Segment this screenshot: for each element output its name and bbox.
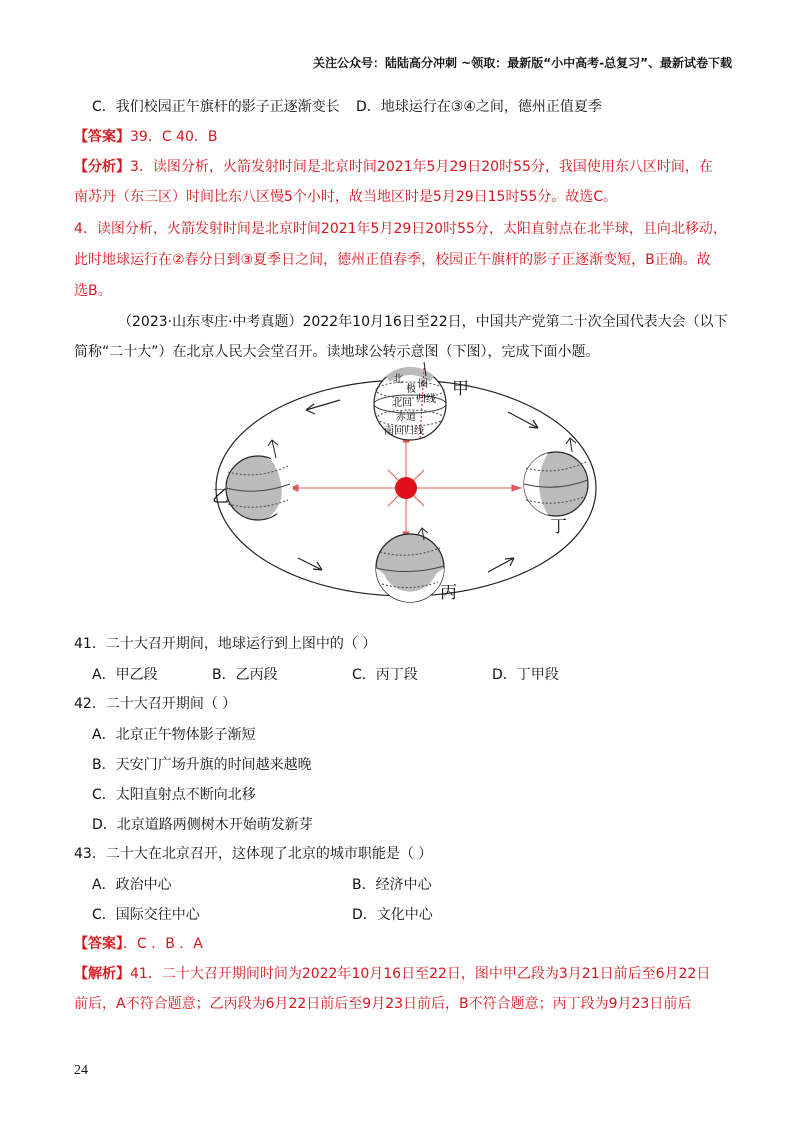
answer-text: 39．C 40．B [130,129,218,145]
q43-option-c: C．国际交往中心 [92,907,200,923]
answer-label-2: 【答案】 [74,936,123,952]
label-bing: 丙 [440,583,457,603]
globe-ding [524,438,588,516]
q41-option-c: C．丙丁段 [352,667,418,683]
globe-jia [374,362,446,440]
answer-label: 【答案】 [74,129,130,145]
globe-label-tropic-n2: 归线 [416,394,436,405]
prev-option-d: D．地球运行在③④之间，德州正值夏季 [356,99,602,115]
globe-label-circle: 圈 [418,379,428,390]
globe-yi [226,440,293,520]
q43-stem: 43．二十大在北京召开，这体现了北京的城市职能是（ ） [74,846,433,862]
label-jia: 甲 [452,379,469,399]
sun [395,477,417,499]
q42-option-c: C．太阳直射点不断向北移 [92,787,256,803]
label-ding: 丁 [550,517,567,537]
q42-stem: 42．二十大召开期间（ ） [74,696,237,712]
label-yi: 乙 [212,487,229,507]
analysis-label-2: 【解析】 [74,966,130,982]
prev-option-c: C．我们校园正午旗杆的影子正逐渐变长 [92,99,340,115]
globe-label-tropic-s: 南回归线 [384,426,424,437]
answer-block-2 [74,934,203,954]
q42-option-b: B．天安门广场升旗的时间越来越晚 [92,757,312,773]
intro-line-1: （2023·山东枣庄·中考真题）2022年10月16日至22日，中国共产党第二十次全国代表大会（以下 [118,314,728,330]
analysis-4-line-3: 选B。 [74,283,112,299]
globe-label-polar: 极 [406,384,416,395]
page-number: 24 [74,1063,88,1078]
answer-text-2: ．C ．B ．A [123,936,203,952]
analysis-41-line-2: 前后，A不符合题意；乙丙段为6月22日前后至9月23日前后，B不符合题意；丙丁段为9月23日前后 [74,996,692,1012]
q41-option-d: D．丁甲段 [492,667,559,683]
q41-stem: 41．二十大召开期间，地球运行到上图中的（ ） [74,636,377,652]
page-header: 关注公众号：陆陆高分冲刺 ~领取：最新版“小中高考-总复习”、最新试卷下载 [313,56,732,70]
q43-option-b: B．经济中心 [352,877,432,893]
q43-option-d: D．文化中心 [352,907,433,923]
q41-option-b: B．乙丙段 [212,667,278,683]
analysis-text-2: 41．二十大召开期间时间为2022年10月16日至22日，图中甲乙段为3月21日前后至6月22日 [130,966,711,982]
globe-label-equator: 赤道 [396,412,416,423]
analysis-text: 3．读图分析，火箭发射时间是北京时间2021年5月29日20时55分，我国使用东八区时间，在 [130,159,713,175]
q41-option-a: A．甲乙段 [92,667,158,683]
globe-label-tropic-n1: 北回 [392,398,412,409]
globe-label-north: 北 [393,374,403,385]
q43-option-a: A．政治中心 [92,877,172,893]
globe-bing [376,528,444,602]
analysis-41-line-1 [74,964,710,984]
analysis-4-line-2: 此时地球运行在②春分日到③夏季日之间，德州正值春季，校园正午旗杆的影子正逐渐变短，B正确。故 [74,252,711,268]
analysis-3-line-2: 南苏丹（东三区）时间比东八区慢5个小时，故当地区时是5月29日15时55分。故选C。 [74,189,618,205]
q42-option-d: D．北京道路两侧树木开始萌发新芽 [92,817,313,833]
q42-option-a: A．北京正午物体影子渐短 [92,727,256,743]
intro-line-2: 简称“二十大”）在北京人民大会堂召开。读地球公转示意图（下图），完成下面小题。 [74,344,600,360]
analysis-label: 【分析】 [74,159,130,175]
analysis-4-line-1: 4．读图分析，火箭发射时间是北京时间2021年5月29日20时55分，太阳直射点在北半球，且向北移动， [74,221,727,237]
